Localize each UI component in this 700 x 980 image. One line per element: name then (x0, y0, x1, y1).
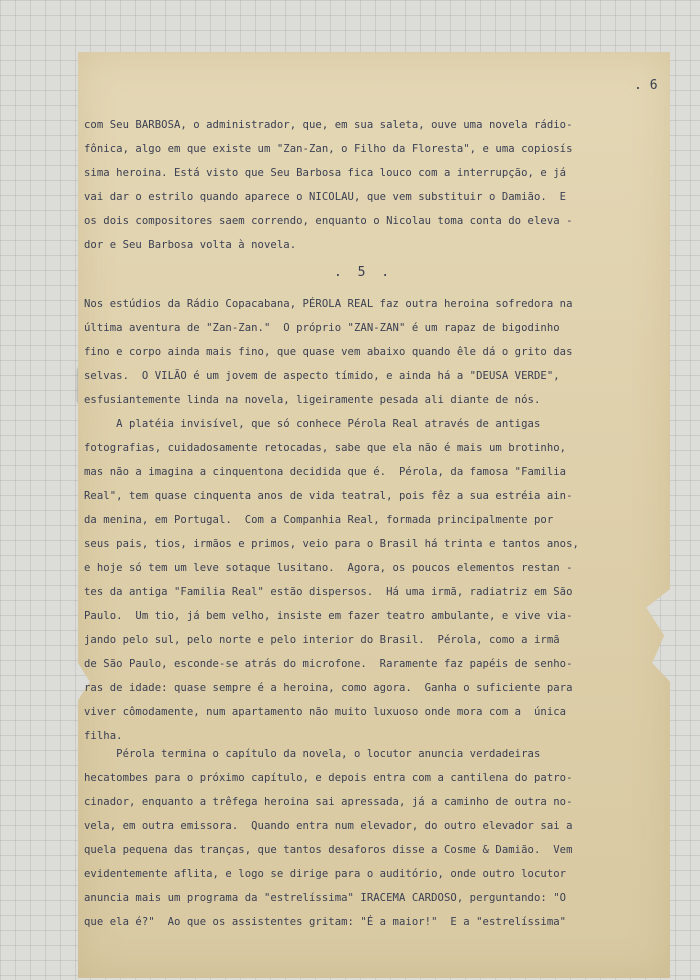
text-line: com Seu BARBOSA, o administrador, que, em sua saleta, ouve uma novela rádio- (84, 119, 573, 131)
text-line: Pérola termina o capítulo da novela, o locutor anuncia verdadeiras (84, 748, 541, 760)
text-line: Paulo. Um tio, já bem velho, insiste em fazer teatro ambulante, e vive via- (84, 610, 573, 622)
text-line: e hoje só tem um leve sotaque lusitano. Agora, os poucos elementos restan - (84, 562, 573, 574)
text-line: quela pequena das tranças, que tantos desaforos disse a Cosme & Damião. Vem (84, 844, 573, 856)
text-line: A platéia invisível, que só conhece Pérola Real através de antigas (84, 418, 541, 430)
text-line: hecatombes para o próximo capítulo, e depois entra com a cantilena do patro- (84, 772, 573, 784)
text-line: jando pelo sul, pelo norte e pelo interior do Brasil. Pérola, como a irmã (84, 634, 560, 646)
text-line: viver cômodamente, num apartamento não muito luxuoso onde mora com a única (84, 706, 567, 718)
text-line: filha. (84, 730, 123, 742)
text-line: Real", tem quase cinquenta anos de vida teatral, pois fêz a sua estréia ain- (84, 490, 573, 502)
page-number: . 6 (634, 78, 658, 93)
text-line: sima heroina. Está visto que Seu Barbosa fica louco com a interrupção, e já (84, 167, 567, 179)
text-line: vela, em outra emissora. Quando entra num elevador, do outro elevador sai a (84, 820, 573, 832)
text-line: ras de idade: quase sempre é a heroina, como agora. Ganha o suficiente para (84, 682, 573, 694)
text-line: seus pais, tios, irmãos e primos, veio para o Brasil há trinta e tantos anos, (84, 538, 579, 550)
text-line: que ela é?" Ao que os assistentes gritam: "É a maior!" E a "estrelíssima" (84, 916, 567, 928)
text-line: selvas. O VILÃO é um jovem de aspecto tímido, e ainda há a "DEUSA VERDE", (84, 370, 560, 382)
text-line: fotografias, cuidadosamente retocadas, sabe que ela não é mais um brotinho, (84, 442, 567, 454)
text-line: fônica, algo em que existe um "Zan-Zan, o Filho da Floresta", e uma copiosís (84, 143, 573, 155)
text-line: esfusiantemente linda na novela, ligeiramente pesada ali diante de nós. (84, 394, 541, 406)
text-line: dor e Seu Barbosa volta à novela. (84, 239, 297, 251)
typed-page (84, 0, 680, 980)
text-line: da menina, em Portugal. Com a Companhia Real, formada principalmente por (84, 514, 554, 526)
text-line: cinador, enquanto a trêfega heroina sai apressada, já a caminho de outra no- (84, 796, 573, 808)
text-line: fino e corpo ainda mais fino, que quase vem abaixo quando êle dá o grito das (84, 346, 573, 358)
text-line: vai dar o estrilo quando aparece o NICOLAU, que vem substituir o Damião. E (84, 191, 567, 203)
text-line: anuncia mais um programa da "estrelíssima" IRACEMA CARDOSO, perguntando: "O (84, 892, 567, 904)
text-line: Nos estúdios da Rádio Copacabana, PÉROLA REAL faz outra heroina sofredora na (84, 298, 573, 310)
text-line: última aventura de "Zan-Zan." O próprio "ZAN-ZAN" é um rapaz de bigodinho (84, 322, 560, 334)
text-line: evidentemente aflita, e logo se dirige para o auditório, onde outro locutor (84, 868, 567, 880)
text-line: mas não a imagina a cinquentona decidida que é. Pérola, da famosa "Familia (84, 466, 567, 478)
text-line: de São Paulo, esconde-se atrás do microfone. Raramente faz papéis de senho- (84, 658, 573, 670)
text-line: os dois compositores saem correndo, enquanto o Nicolau toma conta do eleva - (84, 215, 573, 227)
section-marker: . 5 . (334, 265, 394, 280)
text-line: tes da antiga "Familia Real" estão dispersos. Há uma irmã, radiatriz em São (84, 586, 573, 598)
